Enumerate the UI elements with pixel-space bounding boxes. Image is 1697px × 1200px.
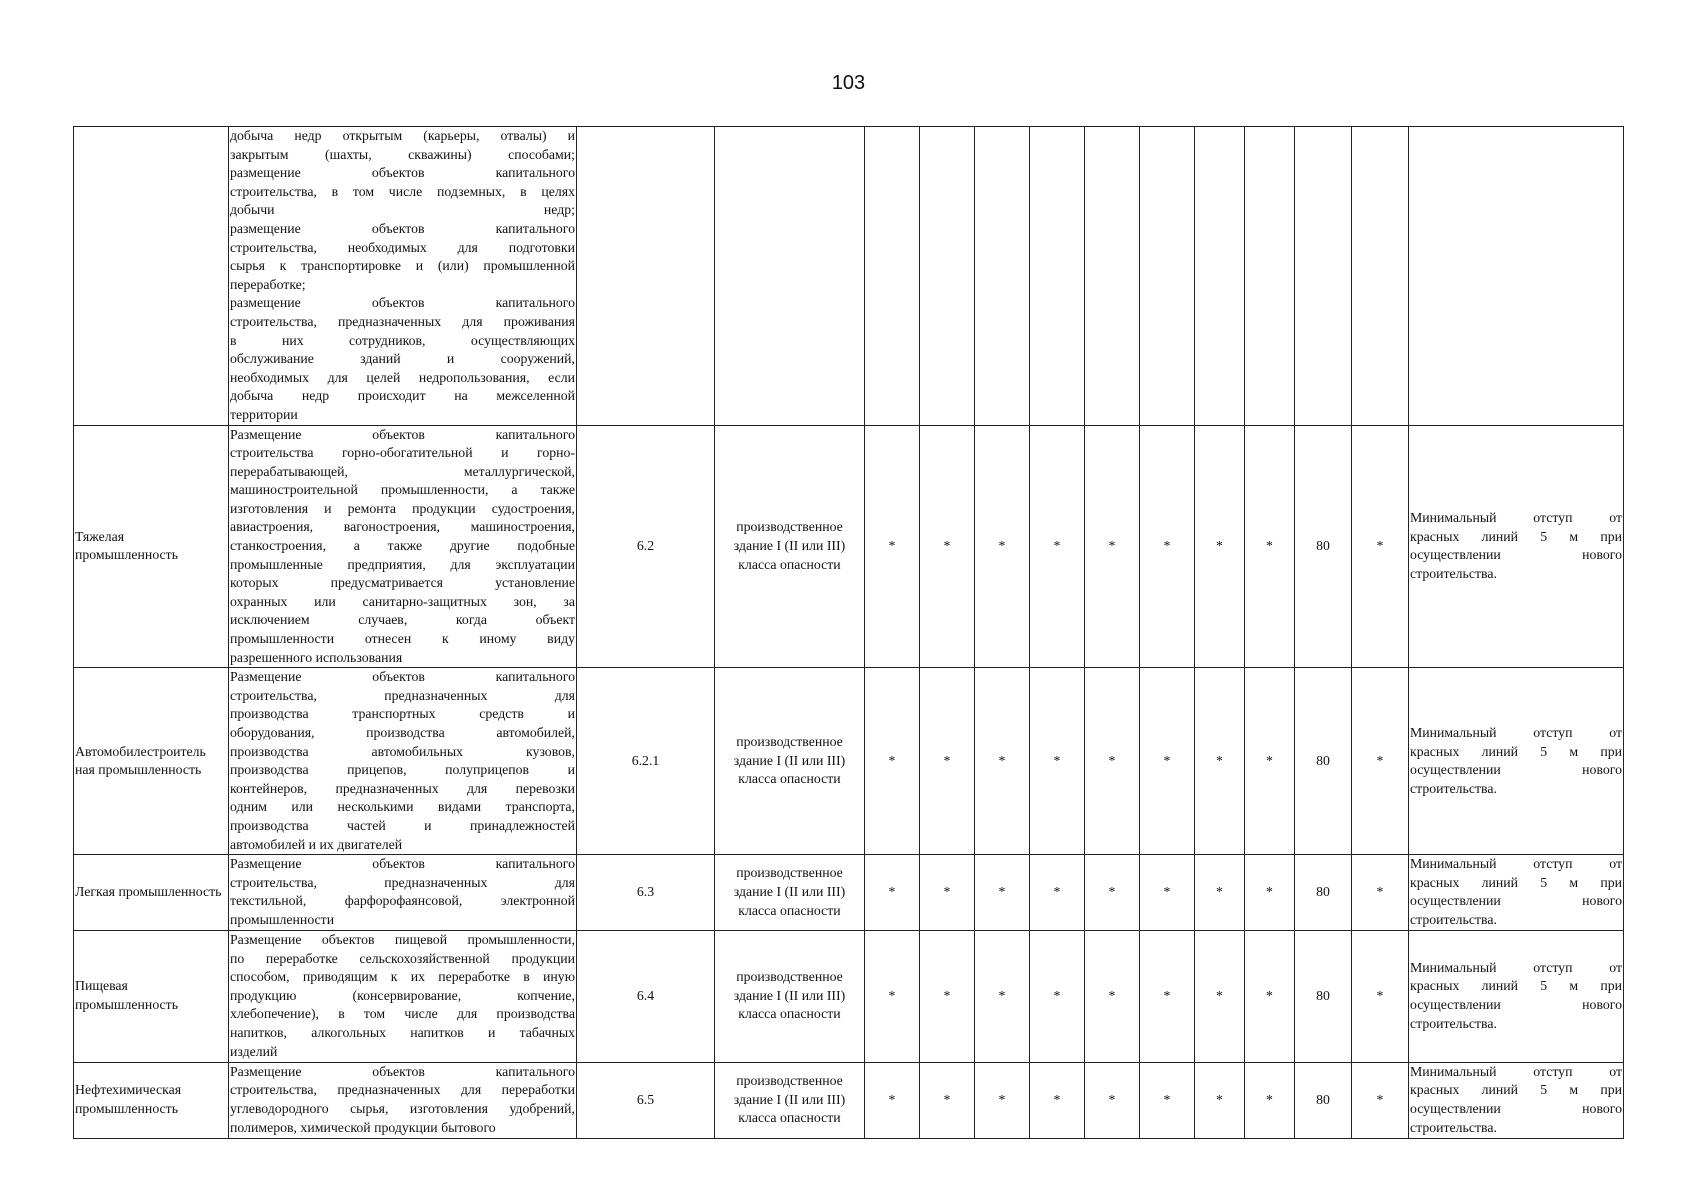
description-cell	[229, 127, 577, 426]
param-mark: *	[975, 668, 1030, 855]
description-line: необходимых для целей недропользования, если	[230, 369, 575, 385]
note-cell	[1409, 668, 1624, 855]
description-line: строительства горно-обогатительной и горно-	[230, 445, 575, 461]
param-mark: *	[865, 1062, 920, 1138]
param-mark: *	[1195, 1062, 1245, 1138]
description-line: территории	[230, 406, 298, 422]
param-cell	[865, 127, 920, 426]
description-line: Размещение объектов капитального	[230, 426, 575, 442]
param-cell	[1085, 127, 1140, 426]
param-mark: *	[1030, 668, 1085, 855]
description-line: закрытым (шахты, скважины) способами;	[230, 146, 575, 162]
param-cell	[1140, 127, 1195, 426]
description-line: добыча недр открытым (карьеры, отвалы) и	[230, 128, 575, 143]
description-line: производства транспортных средств и	[230, 706, 575, 722]
description-line: авиастроения, вагоностроения, машиностроения,	[230, 519, 575, 535]
param-mark: *	[1352, 855, 1409, 930]
param-mark: *	[1245, 425, 1295, 668]
note-line: осуществлении нового	[1410, 997, 1622, 1013]
description-line: строительства, предназначенных для переработки	[230, 1082, 575, 1098]
param-cell	[1352, 127, 1409, 426]
description-line: контейнеров, предназначенных для перевозки	[230, 780, 575, 796]
code-cell	[577, 127, 715, 426]
description-line: в них сотрудников, осуществляющих	[230, 332, 575, 348]
param-mark: *	[1140, 1062, 1195, 1138]
description-line: размещение объектов капитального	[230, 220, 575, 236]
note-line: красных линий 5 м при	[1410, 743, 1622, 759]
note-line: Минимальный отступ от	[1410, 725, 1622, 740]
description-line: перерабатывающей, металлургической,	[230, 463, 575, 479]
note-line: Минимальный отступ от	[1410, 959, 1622, 975]
description-line: станкостроения, а также другие подобные	[230, 538, 575, 554]
param-mark: *	[1245, 855, 1295, 930]
description-line: машиностроительной промышленности, а также	[230, 482, 575, 498]
param-mark: *	[1085, 855, 1140, 930]
description-line: обслуживание зданий и сооружений,	[230, 351, 575, 367]
note-line: красных линий 5 м при	[1410, 978, 1622, 994]
param-mark: *	[1030, 1062, 1085, 1138]
description-cell	[229, 1062, 577, 1138]
activity-name: Нефтехимическая промышленность	[74, 1062, 229, 1138]
name-cell	[74, 127, 229, 426]
table-row	[74, 930, 1624, 1062]
description-line: оборудования, производства автомобилей,	[230, 725, 575, 740]
description-line: сырья к транспортировке и (или) промышленной	[230, 258, 575, 274]
description-line: строительства, в том числе подземных, в целях	[230, 183, 575, 199]
description-line: строительства, необходимых для подготовки	[230, 239, 575, 255]
note-line: Минимальный отступ от	[1410, 1063, 1622, 1079]
description-line: автомобилей и их двигателей	[230, 836, 403, 852]
description-cell	[229, 930, 577, 1062]
class-cell	[715, 127, 865, 426]
note-line: осуществлении нового	[1410, 547, 1622, 563]
use-code: 6.2.1	[577, 668, 715, 855]
param-mark: *	[1140, 930, 1195, 1062]
description-line: текстильной, фарфорофаянсовой, электронной	[230, 893, 575, 909]
building-class: производственное здание I (II или III) класса опасности	[715, 425, 865, 668]
description-line: углеводородного сырья, изготовления удобрений,	[230, 1101, 575, 1117]
param-mark: *	[975, 930, 1030, 1062]
param-mark: *	[1352, 425, 1409, 668]
param-cell	[1030, 127, 1085, 426]
description-line: производства прицепов, полуприцепов и	[230, 762, 575, 778]
param-mark: *	[1085, 425, 1140, 668]
note-line: красных линий 5 м при	[1410, 874, 1622, 890]
description-line: продукцию (консервирование, копчение,	[230, 987, 575, 1003]
coverage-percent: 80	[1295, 1062, 1352, 1138]
param-mark: *	[1195, 930, 1245, 1062]
param-cell	[1295, 127, 1352, 426]
use-code: 6.2	[577, 425, 715, 668]
param-mark: *	[1245, 1062, 1295, 1138]
note-cell	[1409, 127, 1624, 426]
description-line: исключением случаев, когда объект	[230, 612, 575, 628]
description-line: промышленности отнесен к иному виду	[230, 631, 575, 647]
description-line: способом, приводящим к их переработке в иную	[230, 969, 575, 985]
param-mark: *	[975, 855, 1030, 930]
coverage-percent: 80	[1295, 930, 1352, 1062]
param-mark: *	[1140, 855, 1195, 930]
param-mark: *	[1030, 930, 1085, 1062]
description-line: Размещение объектов пищевой промышленности,	[230, 931, 575, 947]
note-line: строительства.	[1410, 1119, 1497, 1135]
activity-name: Тяжелая промышленность	[74, 425, 229, 668]
building-class: производственное здание I (II или III) класса опасности	[715, 855, 865, 930]
note-line: красных линий 5 м при	[1410, 1082, 1622, 1098]
description-line: хлебопечение), в том числе для производства	[230, 1006, 575, 1022]
param-mark: *	[1030, 855, 1085, 930]
description-line: добычи недр;	[230, 202, 575, 218]
description-line: производства частей и принадлежностей	[230, 817, 575, 833]
param-mark: *	[1140, 668, 1195, 855]
description-line: Размещение объектов капитального	[230, 1063, 575, 1079]
activity-name: Легкая промышленность	[74, 855, 229, 930]
description-line: по переработке сельскохозяйственной продукции	[230, 950, 575, 966]
note-cell	[1409, 425, 1624, 668]
note-line: осуществлении нового	[1410, 1101, 1622, 1117]
param-mark: *	[1352, 930, 1409, 1062]
description-line: размещение объектов капитального	[230, 295, 575, 311]
description-line: Размещение объектов капитального	[230, 856, 575, 872]
description-line: переработке;	[230, 276, 306, 292]
param-cell	[1195, 127, 1245, 426]
page-number: 103	[831, 72, 866, 94]
description-line: Размещение объектов капитального	[230, 669, 575, 685]
building-class: производственное здание I (II или III) класса опасности	[715, 668, 865, 855]
param-cell	[975, 127, 1030, 426]
param-mark: *	[1352, 1062, 1409, 1138]
note-cell	[1409, 855, 1624, 930]
note-line: осуществлении нового	[1410, 762, 1622, 778]
coverage-percent: 80	[1295, 425, 1352, 668]
note-line: осуществлении нового	[1410, 893, 1622, 909]
description-line: промышленные предприятия, для эксплуатации	[230, 556, 575, 572]
param-mark: *	[865, 668, 920, 855]
param-mark: *	[920, 668, 975, 855]
description-line: напитков, алкогольных напитков и табачных	[230, 1024, 575, 1040]
description-line: добыча недр происходит на межселенной	[230, 388, 575, 404]
description-line: изделий	[230, 1043, 278, 1059]
description-line: изготовления и ремонта продукции судостроения,	[230, 500, 575, 516]
land-use-table	[73, 126, 1624, 1139]
param-mark: *	[1245, 930, 1295, 1062]
activity-name: Автомобилестроитель ная промышленность	[74, 668, 229, 855]
param-mark: *	[975, 1062, 1030, 1138]
description-line: строительства, предназначенных для	[230, 874, 575, 890]
param-mark: *	[1195, 668, 1245, 855]
param-mark: *	[1245, 668, 1295, 855]
param-mark: *	[1085, 930, 1140, 1062]
param-mark: *	[1352, 668, 1409, 855]
description-line: одним или несколькими видами транспорта,	[230, 799, 575, 815]
description-line: производства автомобильных кузовов,	[230, 743, 575, 759]
note-line: Минимальный отступ от	[1410, 856, 1622, 872]
param-mark: *	[920, 855, 975, 930]
param-mark: *	[1030, 425, 1085, 668]
param-mark: *	[865, 930, 920, 1062]
param-mark: *	[920, 425, 975, 668]
param-mark: *	[1085, 668, 1140, 855]
param-mark: *	[975, 425, 1030, 668]
description-line: промышленности	[230, 911, 335, 927]
param-mark: *	[1195, 855, 1245, 930]
param-mark: *	[1140, 425, 1195, 668]
note-line: строительства.	[1410, 565, 1497, 581]
param-mark: *	[865, 855, 920, 930]
description-cell	[229, 855, 577, 930]
description-line: которых предусматривается установление	[230, 575, 575, 591]
table-row	[74, 1062, 1624, 1138]
param-cell	[1245, 127, 1295, 426]
continuation-row	[74, 127, 1624, 426]
param-mark: *	[1195, 425, 1245, 668]
param-mark: *	[865, 425, 920, 668]
param-mark: *	[920, 930, 975, 1062]
description-cell	[229, 425, 577, 668]
param-mark: *	[920, 1062, 975, 1138]
use-code: 6.4	[577, 930, 715, 1062]
note-cell	[1409, 1062, 1624, 1138]
description-line: полимеров, химической продукции бытового	[230, 1119, 496, 1135]
table-row	[74, 668, 1624, 855]
note-line: строительства.	[1410, 780, 1497, 796]
note-line: красных линий 5 м при	[1410, 528, 1622, 544]
note-line: строительства.	[1410, 1015, 1497, 1031]
table-body	[74, 127, 1624, 1139]
note-cell	[1409, 930, 1624, 1062]
use-code: 6.3	[577, 855, 715, 930]
description-line: строительства, предназначенных для	[230, 687, 575, 703]
coverage-percent: 80	[1295, 668, 1352, 855]
description-cell	[229, 668, 577, 855]
table-row	[74, 855, 1624, 930]
note-line: Минимальный отступ от	[1410, 510, 1622, 526]
building-class: производственное здание I (II или III) класса опасности	[715, 1062, 865, 1138]
description-line: охранных или санитарно-защитных зон, за	[230, 593, 575, 609]
description-line: строительства, предназначенных для проживания	[230, 313, 575, 329]
activity-name: Пищевая промышленность	[74, 930, 229, 1062]
use-code: 6.5	[577, 1062, 715, 1138]
note-line: строительства.	[1410, 911, 1497, 927]
description-line: размещение объектов капитального	[230, 165, 575, 181]
coverage-percent: 80	[1295, 855, 1352, 930]
table-row	[74, 425, 1624, 668]
param-mark: *	[1085, 1062, 1140, 1138]
description-line: разрешенного использования	[230, 649, 403, 665]
param-cell	[920, 127, 975, 426]
building-class: производственное здание I (II или III) класса опасности	[715, 930, 865, 1062]
